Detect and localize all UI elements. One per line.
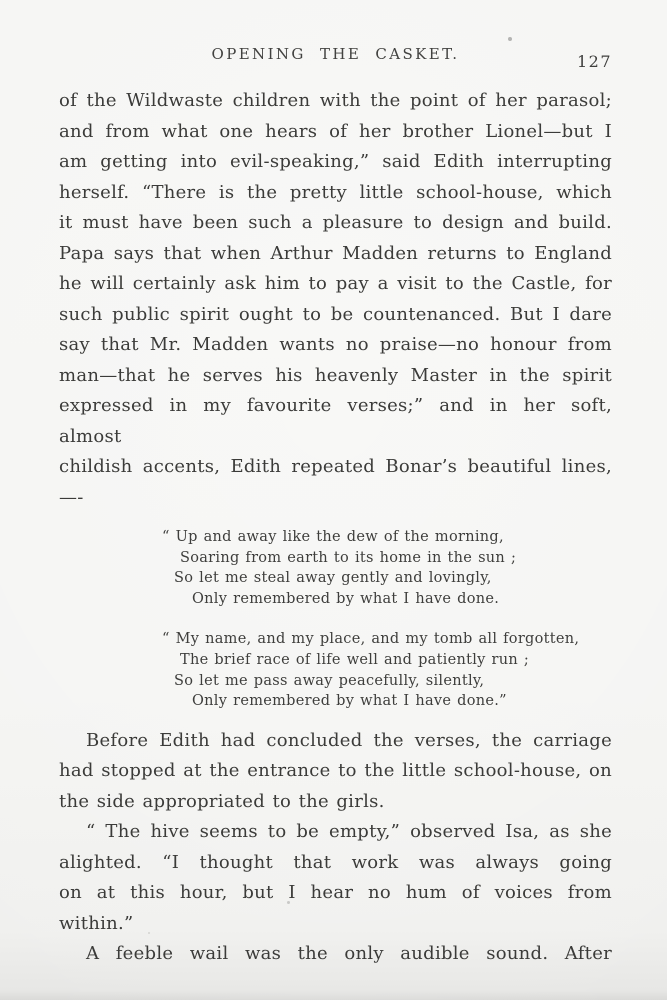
text-line: the side appropriated to the girls. xyxy=(59,790,385,812)
poem-line: “ Up and away like the dew of the morning, xyxy=(162,529,504,545)
text-line: and from what one hears of her brother Lionel—but I xyxy=(59,120,612,142)
text-line: Before Edith had concluded the verses, the carriage xyxy=(86,729,612,751)
page-text xyxy=(59,86,612,970)
text-line: am getting into evil-speaking,” said Edith interrupting xyxy=(59,151,612,172)
text-line: on at this hour, but I hear no hum of voices from xyxy=(59,882,612,904)
poem-line: Soaring from earth to its home in the sun ; xyxy=(180,549,517,566)
text-line: such public spirit ought to be countenanced. But I dare xyxy=(59,303,612,325)
running-header xyxy=(59,45,612,69)
running-header-title: OPENING THE CASKET. xyxy=(211,45,460,63)
text-line: of the Wildwaste children with the point of her parasol; xyxy=(59,90,612,111)
text-line: childish accents, Edith repeated Bonar’s beautiful lines,—- xyxy=(59,456,612,508)
text-line: man—that he serves his heavenly Master in the spirit xyxy=(59,364,612,386)
poem-line: So let me steal away gently and lovingly, xyxy=(174,570,492,587)
text-line: herself. “There is the pretty little school-house, which xyxy=(59,181,612,203)
poem-line: Only remembered by what I have done. xyxy=(192,590,500,607)
text-line: he will certainly ask him to pay a visit to the Castle, for xyxy=(59,273,612,294)
paper-speck xyxy=(508,37,512,41)
paragraph-3 xyxy=(59,817,612,939)
poem-stanza-1 xyxy=(162,527,612,609)
text-line: alighted. “I thought that work was always going xyxy=(59,851,612,873)
text-line: expressed in my favourite verses;” and in her soft, almost xyxy=(59,395,612,447)
poem-line: “ My name, and my place, and my tomb all forgotten, xyxy=(162,631,580,648)
poem xyxy=(162,527,612,712)
page-number: 127 xyxy=(576,52,612,71)
paragraph-2 xyxy=(59,726,612,818)
text-line: “ The hive seems to be empty,” observed Isa, as she xyxy=(86,821,612,843)
text-line: A feeble wail was the only audible sound. After xyxy=(86,943,612,965)
poem-line: The brief race of life well and patiently run ; xyxy=(180,651,530,668)
text-line: Papa says that when Arthur Madden returns to England xyxy=(59,242,612,264)
paragraph-1 xyxy=(59,86,612,513)
poem-line: So let me pass away peacefully, silently, xyxy=(174,672,485,689)
text-line: had stopped at the entrance to the little school-house, on xyxy=(59,760,612,782)
poem-stanza-2 xyxy=(162,629,612,711)
text-line: say that Mr. Madden wants no praise—no honour from xyxy=(59,334,612,355)
text-line: within.” xyxy=(59,912,134,934)
paragraph-4 xyxy=(59,939,612,970)
text-line: it must have been such a pleasure to design and build. xyxy=(59,212,612,233)
poem-line: Only remembered by what I have done.” xyxy=(192,693,507,710)
